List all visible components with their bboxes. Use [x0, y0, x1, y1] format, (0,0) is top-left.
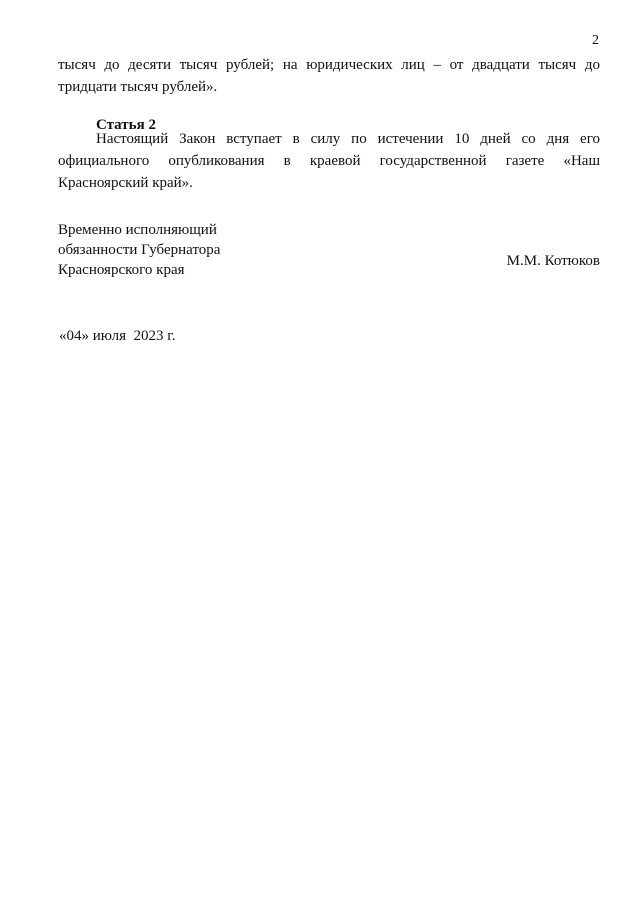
page-number: 2	[592, 33, 599, 48]
signer-position	[58, 220, 220, 280]
document-date: «04» июля 2023 г.	[59, 328, 176, 344]
article-body: Настоящий Закон вступает в силу по истечении 10 дней со дня его официального опубликования в краевой государственной газете «Наш Красноярский край».	[58, 131, 600, 191]
signer-position-line-2: обязанности Губернатора	[58, 242, 221, 258]
signer-name: М.М. Котюков	[506, 253, 600, 269]
continued-paragraph: тысяч до десяти тысяч рублей; на юридических лиц – от двадцати тысяч до тридцати тысяч рублей».	[58, 57, 600, 95]
signer-position-line-1: Временно исполняющий	[58, 222, 217, 238]
signer-position-line-3: Красноярского края	[58, 262, 185, 278]
article-title: Статья 2	[96, 117, 156, 133]
